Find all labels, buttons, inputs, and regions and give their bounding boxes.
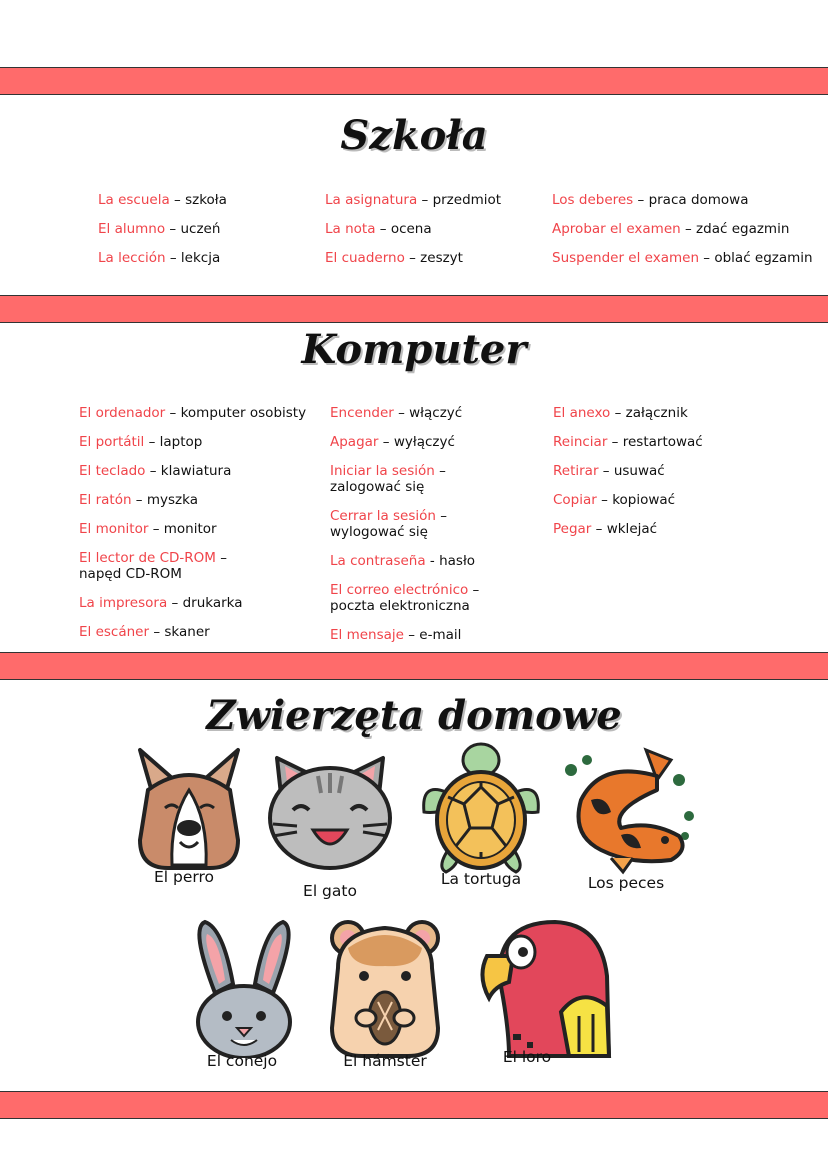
spanish-term: El correo electrónico (330, 582, 469, 598)
separator: – (165, 250, 181, 266)
vocab-entry (79, 463, 314, 479)
separator: – (149, 624, 165, 640)
separator: – (417, 192, 433, 208)
polish-translation: hasło (439, 553, 476, 569)
separator: – (165, 405, 181, 421)
vocab-entry (98, 221, 227, 237)
spanish-term: Apagar (330, 434, 379, 450)
polish-translation: myszka (146, 492, 198, 508)
polish-translation: zdać egazmin (696, 221, 790, 237)
vocab-entry (330, 553, 540, 569)
animal-caption-tortuga: La tortuga (440, 870, 522, 888)
separator: – (215, 550, 232, 566)
separator: – (167, 595, 183, 611)
spanish-term: El alumno (98, 221, 166, 237)
separator: – (403, 627, 420, 643)
komputer-column-2 (330, 405, 540, 656)
spanish-term: La escuela (98, 192, 170, 208)
rabbit-icon (185, 918, 303, 1058)
polish-translation: wklejać (606, 521, 658, 537)
vocab-entry (330, 582, 540, 614)
divider-band-top (0, 67, 828, 95)
vocab-entry (79, 624, 314, 640)
spanish-term: Encender (330, 405, 394, 421)
section-title-zwierzeta: Zwierzęta domowe (206, 692, 622, 739)
divider-band-2 (0, 295, 828, 323)
section-title-komputer: Komputer (301, 326, 527, 373)
vocab-entry (325, 221, 501, 237)
vocab-entry (330, 405, 540, 421)
szkola-column-1 (98, 192, 227, 279)
animal-caption-peces: Los peces (587, 874, 665, 892)
divider-band-3 (0, 652, 828, 680)
vocab-entry (330, 434, 540, 450)
vocab-entry (79, 521, 314, 537)
animal-caption-loro: El loro (502, 1048, 552, 1066)
separator: – (148, 521, 164, 537)
separator: – (404, 250, 421, 266)
komputer-column-1 (79, 405, 314, 653)
spanish-term: La asignatura (325, 192, 418, 208)
vocab-entry (553, 405, 783, 421)
divider-band-bottom (0, 1091, 828, 1119)
polish-translation: włączyć (409, 405, 463, 421)
animal-turtle (413, 742, 549, 888)
polish-translation: zeszyt (420, 250, 463, 266)
polish-translation: drukarka (182, 595, 243, 611)
polish-translation: skaner (164, 624, 210, 640)
separator: – (598, 463, 614, 479)
animal-hamster (318, 918, 452, 1070)
spanish-term: El ratón (79, 492, 132, 508)
separator: - (425, 553, 440, 569)
polish-translation: laptop (159, 434, 203, 450)
spanish-term: El portátil (79, 434, 145, 450)
spanish-term: Los deberes (552, 192, 634, 208)
animal-dog (128, 730, 250, 886)
polish-translation: wyłączyć (393, 434, 455, 450)
polish-translation: lekcja (180, 250, 221, 266)
spanish-term: Cerrar la sesión (330, 508, 436, 524)
cat-icon (263, 738, 397, 872)
polish-translation: e-mail (419, 627, 462, 643)
animal-rabbit (184, 918, 304, 1070)
separator: – (165, 221, 181, 237)
separator: – (596, 492, 613, 508)
animal-fish (560, 740, 700, 892)
spanish-term: La nota (325, 221, 376, 237)
spanish-term: Copiar (553, 492, 597, 508)
vocab-entry (330, 463, 540, 495)
szkola-column-2 (325, 192, 501, 279)
spanish-term: El monitor (79, 521, 149, 537)
section-title-szkola: Szkoła (340, 112, 488, 159)
spanish-term: La impresora (79, 595, 168, 611)
spanish-term: El ordenador (79, 405, 166, 421)
polish-translation: wylogować się (330, 524, 428, 540)
vocab-entry (79, 595, 314, 611)
polish-translation: kopiować (612, 492, 676, 508)
polish-translation: praca domowa (648, 192, 749, 208)
animal-parrot (468, 916, 618, 1066)
polish-translation: monitor (163, 521, 217, 537)
spanish-term: Pegar (553, 521, 592, 537)
spanish-term: El lector de CD-ROM (79, 550, 216, 566)
polish-translation: uczeń (180, 221, 221, 237)
polish-translation: szkoła (185, 192, 227, 208)
vocab-entry (98, 192, 227, 208)
spanish-term: El escáner (79, 624, 150, 640)
spanish-term: Retirar (553, 463, 599, 479)
separator: – (144, 434, 160, 450)
separator: – (434, 463, 451, 479)
vocab-entry (553, 492, 783, 508)
vocab-entry (552, 221, 813, 237)
separator: – (591, 521, 607, 537)
spanish-term: Iniciar la sesión (330, 463, 435, 479)
vocab-entry (552, 192, 813, 208)
vocab-entry (79, 434, 314, 450)
dog-icon (130, 730, 248, 870)
vocab-entry (79, 492, 314, 508)
separator: – (145, 463, 161, 479)
vocab-entry (330, 627, 540, 643)
vocab-entry (98, 250, 227, 266)
vocab-entry (553, 521, 783, 537)
spanish-term: La contraseña (330, 553, 426, 569)
separator: – (435, 508, 452, 524)
parrot-icon (469, 916, 617, 1062)
spanish-term: Reinciar (553, 434, 608, 450)
separator: – (699, 250, 715, 266)
separator: – (378, 434, 394, 450)
separator: – (169, 192, 186, 208)
vocab-entry (325, 192, 501, 208)
spanish-term: El mensaje (330, 627, 404, 643)
polish-translation: restartować (622, 434, 703, 450)
animal-caption-gato: El gato (303, 882, 357, 900)
spanish-term: El cuaderno (325, 250, 405, 266)
separator: – (610, 405, 626, 421)
polish-translation: napęd CD-ROM (79, 566, 182, 582)
polish-translation: komputer osobisty (180, 405, 307, 421)
separator: – (393, 405, 410, 421)
polish-translation: poczta elektroniczna (330, 598, 470, 614)
animal-caption-perro: El perro (153, 868, 215, 886)
polish-translation: usuwać (613, 463, 665, 479)
vocab-entry (79, 405, 314, 421)
animal-caption-hamster: El hámster (343, 1052, 427, 1070)
separator: – (468, 582, 484, 598)
animal-caption-conejo: El conejo (206, 1052, 278, 1070)
spanish-term: Suspender el examen (552, 250, 699, 266)
animal-cat (262, 738, 398, 900)
vocab-entry (553, 463, 783, 479)
separator: – (131, 492, 147, 508)
polish-translation: załącznik (625, 405, 688, 421)
vocab-entry (552, 250, 813, 266)
spanish-term: Aprobar el examen (552, 221, 681, 237)
vocab-entry (325, 250, 501, 266)
polish-translation: zalogować się (330, 479, 425, 495)
separator: – (633, 192, 649, 208)
fish-icon (561, 740, 699, 876)
vocab-entry (553, 434, 783, 450)
szkola-column-3 (552, 192, 813, 279)
polish-translation: przedmiot (432, 192, 502, 208)
separator: – (680, 221, 697, 237)
polish-translation: oblać egzamin (714, 250, 813, 266)
spanish-term: La lección (98, 250, 166, 266)
polish-translation: klawiatura (160, 463, 232, 479)
vocab-entry (330, 508, 540, 540)
komputer-column-3 (553, 405, 783, 550)
separator: – (375, 221, 391, 237)
spanish-term: El teclado (79, 463, 146, 479)
turtle-icon (416, 742, 546, 878)
vocab-entry (79, 550, 314, 582)
polish-translation: ocena (390, 221, 432, 237)
separator: – (607, 434, 623, 450)
hamster-icon (318, 918, 452, 1058)
spanish-term: El anexo (553, 405, 611, 421)
